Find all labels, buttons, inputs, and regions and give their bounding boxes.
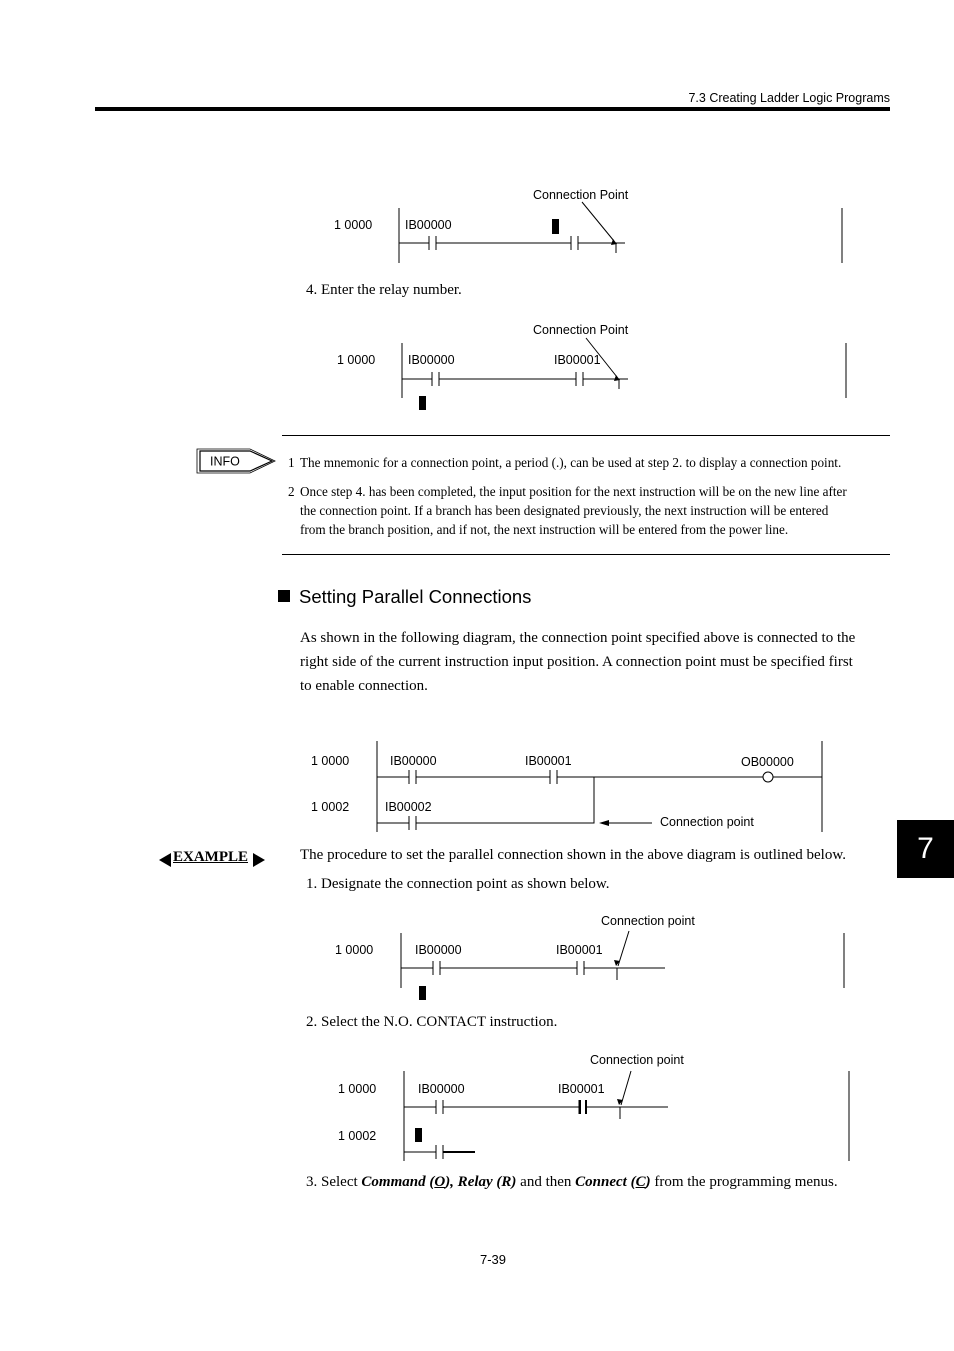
info-top-rule [282, 435, 890, 436]
ladder-diagram-1 [399, 202, 842, 263]
chapter-tab: 7 [897, 820, 954, 878]
menu-key: O [434, 1174, 446, 1190]
step-3 [306, 1174, 838, 1191]
step-3-text: and then [516, 1174, 576, 1190]
example-label-text: EXAMPLE [173, 849, 248, 865]
input-cursor [419, 396, 426, 410]
arrow-head [599, 820, 609, 826]
callout-label: Connection point [660, 815, 754, 829]
new-contact-line [443, 1151, 475, 1153]
example-left-arrow-icon [159, 853, 171, 867]
row-number: 1 0000 [311, 754, 350, 768]
row-number: 1 0000 [338, 1082, 377, 1096]
coil-label: OB00000 [741, 755, 794, 769]
note-text-line: the connection point. If a branch has been designated previously, the next instruction will be entered [300, 503, 829, 518]
info-note-2 [288, 482, 892, 539]
menu-command: ), Relay (R) [445, 1174, 517, 1190]
contact-label: IB00001 [554, 353, 601, 367]
info-note-1 [288, 453, 892, 472]
info-bottom-rule [282, 554, 890, 555]
info-icon-label: INFO [210, 454, 240, 469]
paragraph-line: right side of the current instruction input position. A connection point must be specified first [300, 654, 853, 670]
menu-command: Connect ( [575, 1174, 636, 1190]
ladder-diagram-2 [402, 338, 846, 398]
section-heading-text: Setting Parallel Connections [299, 586, 532, 607]
contact-label: IB00001 [558, 1082, 605, 1096]
parallel-branch [416, 777, 594, 823]
input-cursor [552, 219, 559, 234]
callout-leader [582, 202, 614, 241]
step-3-text: 3. Select [306, 1174, 362, 1190]
step-4: 4. Enter the relay number. [306, 282, 462, 298]
row-number: 1 0002 [311, 800, 350, 814]
note-text-line: from the branch position, and if not, the next instruction will be entered from the power line. [300, 522, 789, 537]
coil-symbol [763, 772, 773, 782]
input-cursor [415, 1128, 422, 1142]
row-number: 1 0002 [338, 1129, 377, 1143]
note-number: 1 [288, 455, 295, 470]
menu-key: C [635, 1174, 646, 1190]
row-number: 1 0000 [334, 218, 373, 232]
contact-label: IB00000 [405, 218, 452, 232]
contact-label: IB00000 [418, 1082, 465, 1096]
paragraph-line: As shown in the following diagram, the connection point specified above is connected to the [300, 630, 856, 646]
contact-label: IB00001 [525, 754, 572, 768]
note-text: The mnemonic for a connection point, a period (.), can be used at step 2. to display a connection point. [300, 455, 842, 470]
callout-leader [618, 931, 629, 966]
info-icon [197, 449, 275, 473]
page-number: 7-39 [480, 1252, 507, 1267]
menu-command: Command ( [361, 1174, 435, 1190]
example-text: The procedure to set the parallel connection shown in the above diagram is outlined below. [300, 847, 846, 863]
running-header: 7.3 Creating Ladder Logic Programs [688, 91, 890, 105]
contact-label: IB00000 [415, 943, 462, 957]
example-label [173, 849, 248, 866]
arrow-head [611, 239, 617, 245]
row-number: 1 0000 [335, 943, 374, 957]
ladder-diagram-4 [401, 931, 844, 988]
callout-label: Connection point [590, 1053, 684, 1067]
paragraph-line: to enable connection. [300, 678, 428, 694]
contact-label: IB00001 [556, 943, 603, 957]
example-right-arrow-icon [253, 853, 265, 867]
step-2: 2. Select the N.O. CONTACT instruction. [306, 1014, 558, 1030]
contact-label: IB00002 [385, 800, 432, 814]
callout-label: Connection point [601, 914, 695, 928]
row-number: 1 0000 [337, 353, 376, 367]
callout-leader [621, 1071, 631, 1105]
square-bullet-icon [278, 590, 290, 602]
note-text-line: Once step 4. has been completed, the input position for the next instruction will be on the new line after [300, 484, 847, 499]
input-cursor [419, 986, 426, 1000]
arrow-head [614, 375, 620, 381]
callout-label: Connection Point [533, 323, 629, 337]
section-heading [278, 586, 531, 608]
contact-label: IB00000 [408, 353, 455, 367]
step-1: 1. Designate the connection point as shown below. [306, 876, 610, 892]
callout-label: Connection Point [533, 188, 629, 202]
note-number: 2 [288, 484, 295, 499]
step-3-text: from the programming menus. [650, 1174, 838, 1190]
ladder-diagram-5 [404, 1071, 849, 1161]
menu-command: ) [645, 1174, 651, 1190]
contact-label: IB00000 [390, 754, 437, 768]
section-paragraph [300, 626, 892, 698]
